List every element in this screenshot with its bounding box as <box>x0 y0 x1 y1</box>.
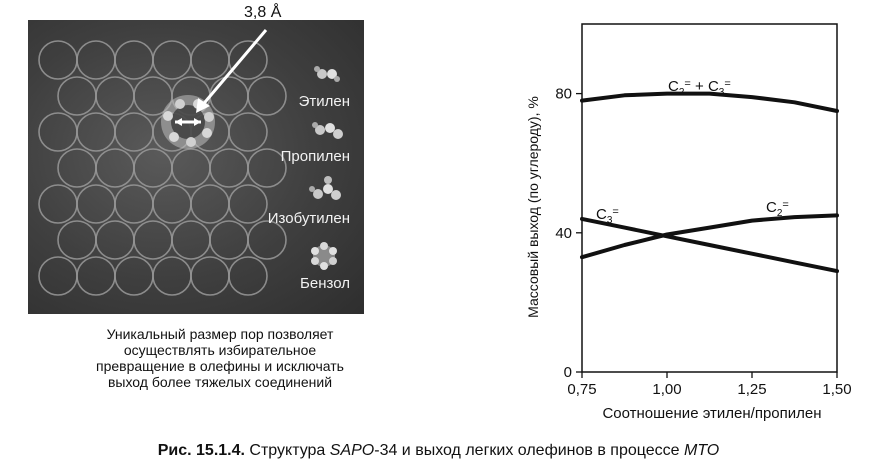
framework-ring <box>210 149 248 187</box>
figure-caption-text: -34 и выход легких олефинов в процессе <box>374 442 684 459</box>
framework-ring <box>96 221 134 259</box>
series-labels <box>596 78 789 226</box>
framework-ring <box>39 41 77 79</box>
framework-ring <box>153 185 191 223</box>
x-tick-label: 0,75 <box>567 381 597 398</box>
ethylene-molecule-icon <box>314 66 340 82</box>
framework-ring <box>77 185 115 223</box>
structure-caption-line: Уникальный размер пор позволяет <box>106 326 334 342</box>
framework-ring <box>134 221 172 259</box>
x-tick-label: 1,50 <box>822 381 852 398</box>
molecule-label-ethylene: Этилен <box>298 93 350 110</box>
series-line-c2-c3 <box>582 94 837 111</box>
structure-caption-line: выход более тяжелых соединений <box>107 374 333 390</box>
y-tick-label: 40 <box>555 224 572 242</box>
framework-ring <box>77 41 115 79</box>
framework-ring <box>115 41 153 79</box>
framework-ring <box>96 77 134 115</box>
y-axis-label: Массовый выход (по углероду), % <box>525 96 541 318</box>
framework-ring <box>115 113 153 151</box>
figure-caption-mto: MTO <box>683 442 720 459</box>
zeolite-framework-illustration <box>28 20 364 314</box>
framework-ring <box>191 257 229 295</box>
framework-ring <box>39 185 77 223</box>
benzene-molecule-icon <box>311 242 337 270</box>
framework-ring <box>229 257 267 295</box>
framework-ring <box>96 149 134 187</box>
structure-caption <box>70 326 370 390</box>
framework-ring <box>134 149 172 187</box>
framework-ring <box>39 257 77 295</box>
pore-pointer-arrow <box>196 30 266 113</box>
isobutylene-molecule-icon <box>309 176 341 200</box>
y-tick-label: 0 <box>563 364 572 381</box>
figure-caption-sapo: SAPO <box>329 442 375 459</box>
framework-ring <box>229 113 267 151</box>
framework-ring <box>248 77 286 115</box>
framework-ring <box>39 113 77 151</box>
figure-caption <box>0 442 877 460</box>
framework-ring <box>191 41 229 79</box>
framework-ring <box>191 185 229 223</box>
framework-ring <box>58 77 96 115</box>
framework-ring <box>153 41 191 79</box>
x-tick-label: 1,00 <box>652 381 682 398</box>
framework-ring <box>210 77 248 115</box>
x-axis-label: Соотношение этилен/пропилен <box>602 405 822 422</box>
framework-ring <box>58 149 96 187</box>
sapo34-structure-image <box>28 20 364 314</box>
structure-caption-line: превращение в олефины и исключать <box>96 358 344 374</box>
framework-ring <box>77 113 115 151</box>
framework-ring <box>229 185 267 223</box>
chart-series <box>582 94 837 272</box>
framework-rings <box>39 41 286 295</box>
olefin-yield-chart <box>500 0 877 440</box>
molecule-label-propylene: Пропилен <box>280 148 350 165</box>
figure-caption-text: Структура <box>244 442 330 459</box>
framework-ring <box>115 257 153 295</box>
pore-ring <box>161 95 215 149</box>
chart-axes <box>582 24 837 372</box>
series-label-c2-c3: $C_2^= + C_3^=$ <box>668 78 731 98</box>
framework-ring <box>58 221 96 259</box>
pore-size-label: 3,8 Å <box>244 4 282 21</box>
framework-ring <box>153 257 191 295</box>
framework-ring <box>77 257 115 295</box>
framework-ring <box>210 221 248 259</box>
figure-number: Рис. 15.1.4. <box>157 442 245 459</box>
framework-ring <box>172 149 210 187</box>
framework-ring <box>172 221 210 259</box>
plot-frame <box>582 24 837 372</box>
series-label-c2: $C_2^=$ <box>766 199 789 219</box>
propylene-molecule-icon <box>312 122 343 139</box>
framework-ring <box>115 185 153 223</box>
series-label-c3: $C_3^=$ <box>596 206 619 226</box>
framework-ring <box>229 41 267 79</box>
molecule-label-isobutylene: Изобутилен <box>267 210 350 227</box>
molecule-label-benzene: Бензол <box>300 275 350 292</box>
series-line-c2 <box>582 215 837 257</box>
y-tick-label: 80 <box>555 85 572 103</box>
structure-caption-line: осуществлять избирательное <box>123 342 317 358</box>
x-tick-label: 1,25 <box>737 381 767 398</box>
